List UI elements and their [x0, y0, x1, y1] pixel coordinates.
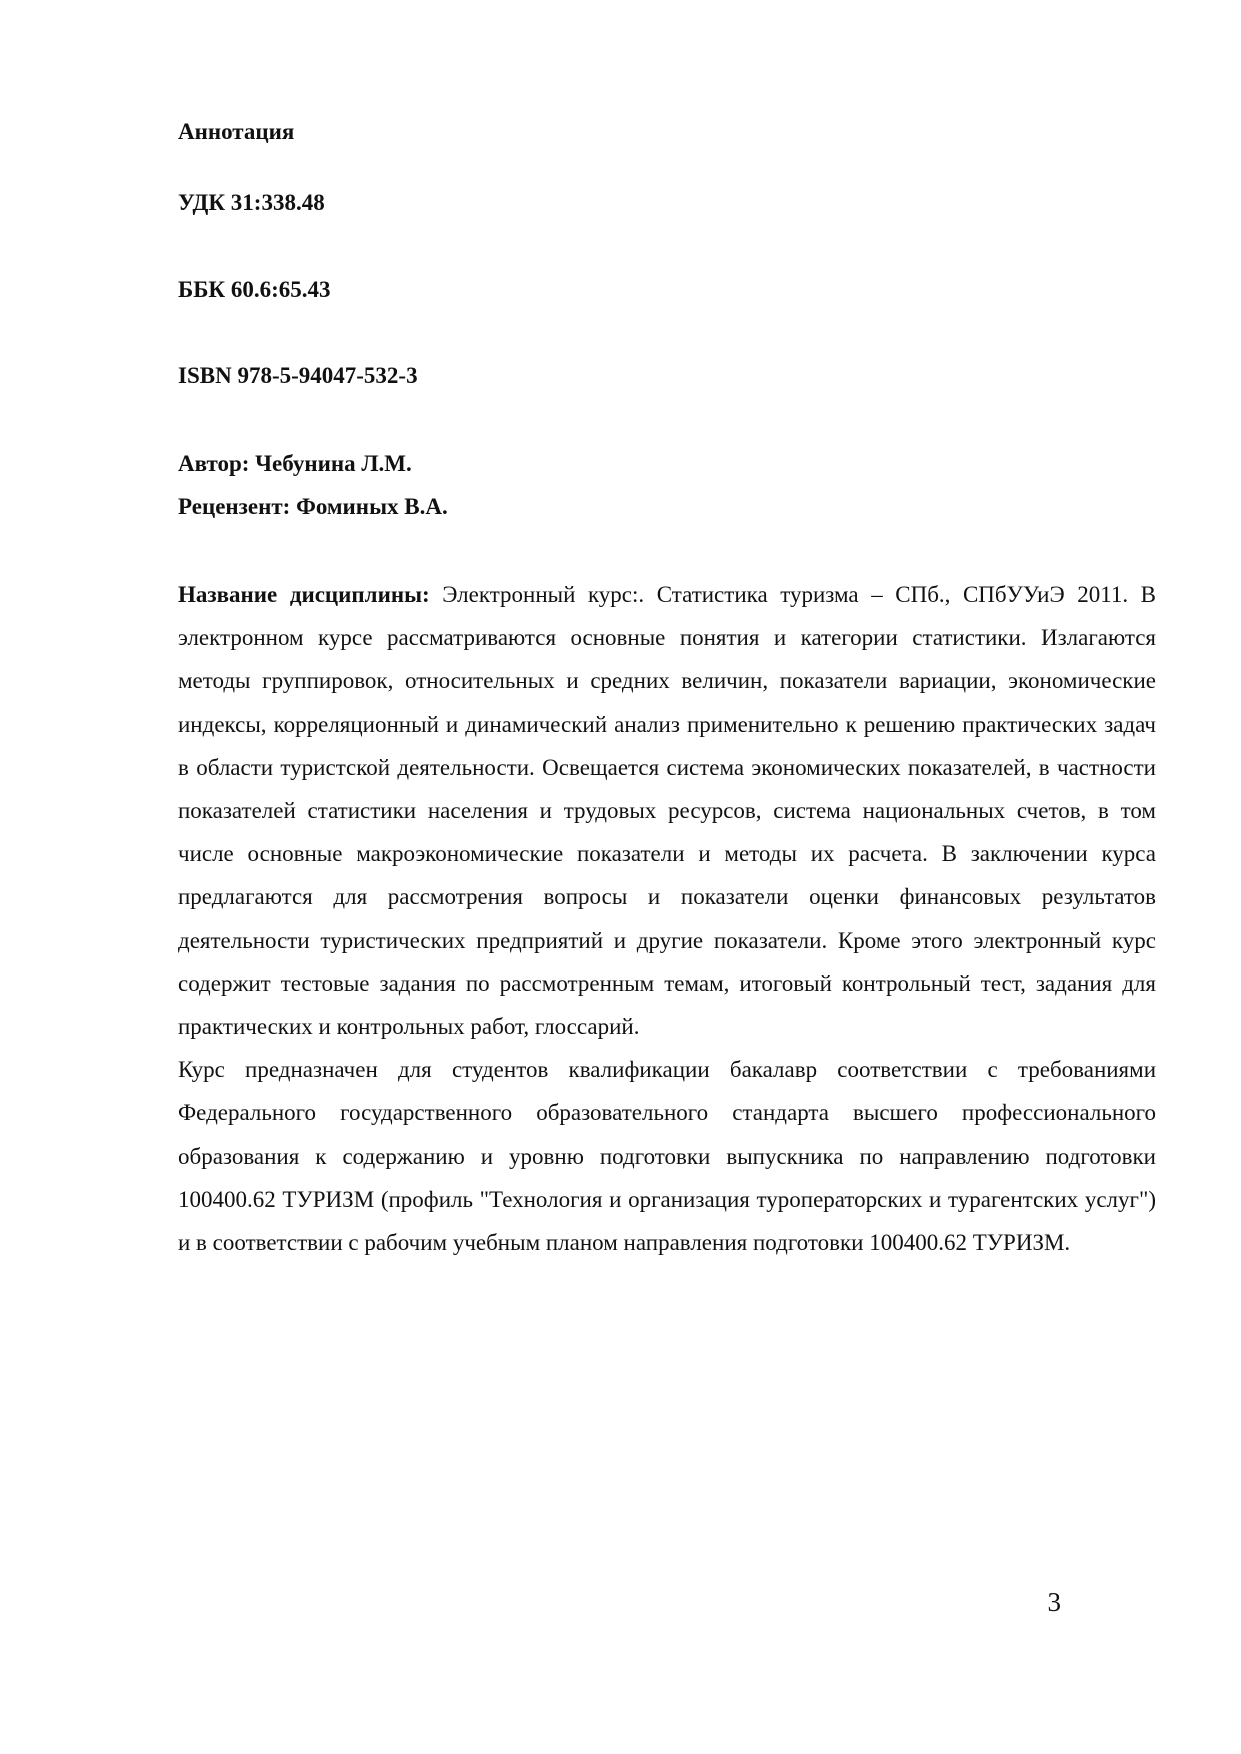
- document-page: [178, 0, 1156, 1754]
- discipline-label: Название дисциплины:: [178, 582, 430, 607]
- udk-code: УДК 31:338.48: [178, 190, 325, 215]
- annotation-heading: Аннотация: [178, 119, 295, 144]
- annotation-body: [178, 573, 1156, 1264]
- discipline-paragraph: [178, 573, 1156, 1048]
- course-purpose-paragraph: Курс предназначен для студентов квалификации бакалавр соответствии с требованиями Федерального государственного образовательного стандарта высшего профессионального образования к содержанию и уровню подготовки выпускника по направлению подготовки 100400.62 ТУРИЗМ (профиль "Технология и организация туроператорских и турагентских услуг") и в соответствии с рабочим учебным планом направления подготовки 100400.62 ТУРИЗМ.: [178, 1057, 1156, 1256]
- page-number: 3: [1047, 1587, 1061, 1617]
- bbk-code: ББК 60.6:65.43: [178, 277, 331, 302]
- reviewer-line: Рецензент: Фоминых В.А.: [178, 494, 448, 519]
- discipline-description: Электронный курс:. Статистика туризма – СПб., СПбУУиЭ 2011. В электронном курсе рассматриваются основные понятия и категории статистики. Излагаются методы группировок, относительных и средних величин, показатели вариации, экономические индексы, корреляционный и динамический анализ применительно к решению практических задач в области туристской деятельности. Освещается система экономических показателей, в частности показателей статистики населения и трудовых ресурсов, система национальных счетов, в том числе основные макроэкономические показатели и методы их расчета. В заключении курса предлагаются для рассмотрения вопросы и показатели оценки финансовых результатов деятельности туристических предприятий и другие показатели. Кроме этого электронный курс содержит тестовые задания по рассмотренным темам, итоговый контрольный тест, задания для практических и контрольных работ, глоссарий.: [178, 582, 1156, 1040]
- isbn-code: ISBN 978-5-94047-532-3: [178, 363, 418, 388]
- author-line: Автор: Чебунина Л.М.: [178, 451, 412, 476]
